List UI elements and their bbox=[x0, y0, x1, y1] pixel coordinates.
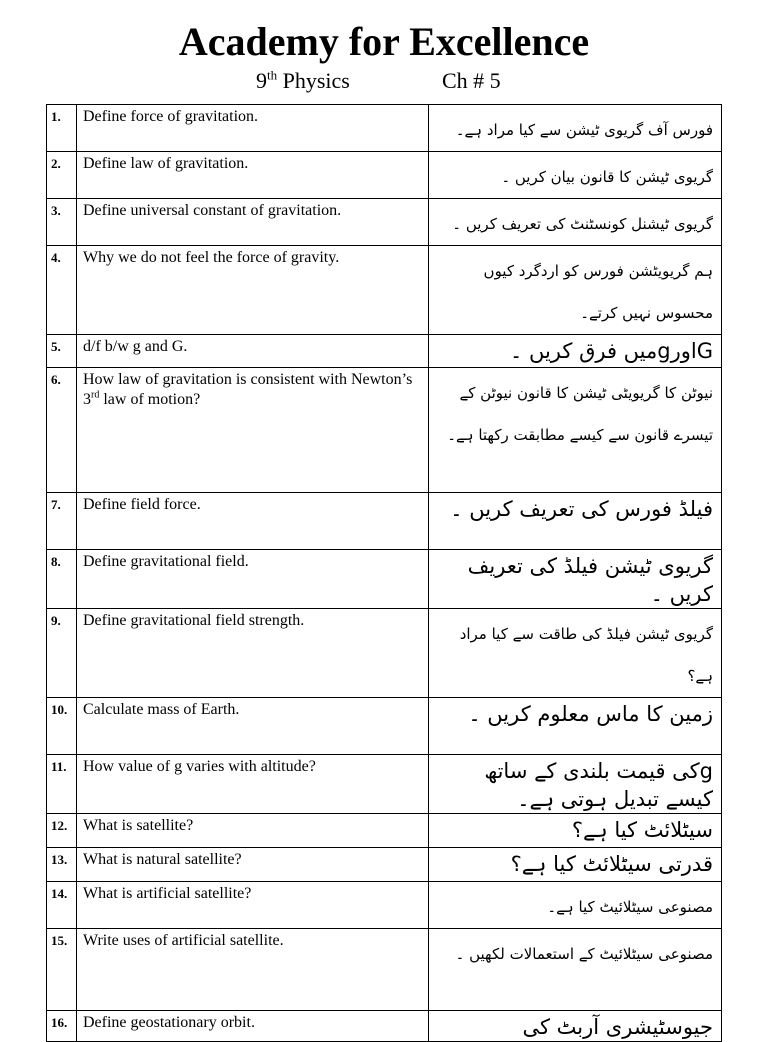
table-row bbox=[47, 550, 722, 609]
question-english: Define law of gravitation. bbox=[77, 152, 429, 199]
question-number: 10. bbox=[47, 698, 77, 755]
question-number: 8. bbox=[47, 550, 77, 609]
question-urdu: gکی قیمت بلندی کے ساتھ کیسے تبدیل ہوتی ہے۔ bbox=[429, 755, 722, 814]
question-urdu: زمین کا ماس معلوم کریں ۔ bbox=[429, 698, 722, 755]
question-english: Calculate mass of Earth. bbox=[77, 698, 429, 755]
question-number: 16. bbox=[47, 1011, 77, 1042]
question-english-text: How law of gravitation is consistent with Newton’s 3 bbox=[83, 371, 413, 408]
question-english bbox=[77, 368, 429, 493]
question-number: 1. bbox=[47, 105, 77, 152]
question-urdu: قدرتی سیٹلائٹ کیا ہے؟ bbox=[429, 848, 722, 882]
question-number: 15. bbox=[47, 929, 77, 1011]
question-english: Define gravitational field. bbox=[77, 550, 429, 609]
table-row bbox=[47, 698, 722, 755]
question-urdu: گریوی ٹیشن فیلڈ کی طاقت سے کیا مراد ہے؟ bbox=[429, 609, 722, 698]
question-urdu: ہم گریویٹشن فورس کو اردگرد کیوں محسوس نہیں کرتے۔ bbox=[429, 246, 722, 335]
question-english: What is satellite? bbox=[77, 814, 429, 848]
question-english: How value of g varies with altitude? bbox=[77, 755, 429, 814]
table-row bbox=[47, 882, 722, 929]
question-english: d/f b/w g and G. bbox=[77, 335, 429, 368]
table-row bbox=[47, 848, 722, 882]
question-urdu: نیوٹن کا گریویٹی ٹیشن کا قانون نیوٹن کے تیسرے قانون سے کیسے مطابقت رکھتا ہے۔ bbox=[429, 368, 722, 493]
table-row bbox=[47, 105, 722, 152]
question-number: 3. bbox=[47, 199, 77, 246]
class-sup: th bbox=[267, 67, 278, 83]
subject-label: Physics bbox=[282, 68, 350, 93]
table-row bbox=[47, 755, 722, 814]
question-english: Define universal constant of gravitation. bbox=[77, 199, 429, 246]
question-number: 9. bbox=[47, 609, 77, 698]
question-urdu: سیٹلائٹ کیا ہے؟ bbox=[429, 814, 722, 848]
question-english: What is artificial satellite? bbox=[77, 882, 429, 929]
questions-table bbox=[46, 104, 722, 1042]
question-english: Write uses of artificial satellite. bbox=[77, 929, 429, 1011]
table-row bbox=[47, 246, 722, 335]
question-number: 13. bbox=[47, 848, 77, 882]
question-english: Why we do not feel the force of gravity. bbox=[77, 246, 429, 335]
chapter-label: Ch # 5 bbox=[442, 68, 501, 93]
question-number: 14. bbox=[47, 882, 77, 929]
question-urdu: گریوی ٹیشنل کونسٹنٹ کی تعریف کریں ۔ bbox=[429, 199, 722, 246]
question-number: 5. bbox=[47, 335, 77, 368]
table-row bbox=[47, 814, 722, 848]
table-row bbox=[47, 335, 722, 368]
question-urdu: Gاورgمیں فرق کریں ۔ bbox=[429, 335, 722, 368]
ordinal-sup: rd bbox=[91, 389, 100, 401]
question-number: 4. bbox=[47, 246, 77, 335]
class-number: 9 bbox=[256, 68, 267, 93]
table-row bbox=[47, 493, 722, 550]
question-english: Define force of gravitation. bbox=[77, 105, 429, 152]
question-english: What is natural satellite? bbox=[77, 848, 429, 882]
question-number: 2. bbox=[47, 152, 77, 199]
question-urdu: مصنوعی سیٹلائیٹ کے استعمالات لکھیں ۔ bbox=[429, 929, 722, 1011]
subtitle bbox=[0, 66, 768, 96]
question-number: 11. bbox=[47, 755, 77, 814]
class-subject bbox=[256, 66, 350, 96]
question-number: 6. bbox=[47, 368, 77, 493]
question-urdu: فورس آف گریوی ٹیشن سے کیا مراد ہے۔ bbox=[429, 105, 722, 152]
question-number: 7. bbox=[47, 493, 77, 550]
question-urdu: فیلڈ فورس کی تعریف کریں ۔ bbox=[429, 493, 722, 550]
table-row bbox=[47, 368, 722, 493]
question-urdu: گریوی ٹیشن فیلڈ کی تعریف کریں ۔ bbox=[429, 550, 722, 609]
question-english: Define geostationary orbit. bbox=[77, 1011, 429, 1042]
question-number: 12. bbox=[47, 814, 77, 848]
table-row bbox=[47, 609, 722, 698]
table-row bbox=[47, 152, 722, 199]
question-urdu: جیوسٹیشری آربٹ کی bbox=[429, 1011, 722, 1042]
table-row bbox=[47, 1011, 722, 1042]
question-english: Define field force. bbox=[77, 493, 429, 550]
page-title: Academy for Excellence bbox=[178, 19, 590, 64]
question-urdu: مصنوعی سیٹلائیٹ کیا ہے۔ bbox=[429, 882, 722, 929]
table-row bbox=[47, 199, 722, 246]
table-row bbox=[47, 929, 722, 1011]
question-english-text: law of motion? bbox=[99, 391, 201, 408]
question-english: Define gravitational field strength. bbox=[77, 609, 429, 698]
question-urdu: گریوی ٹیشن کا قانون بیان کریں ۔ bbox=[429, 152, 722, 199]
